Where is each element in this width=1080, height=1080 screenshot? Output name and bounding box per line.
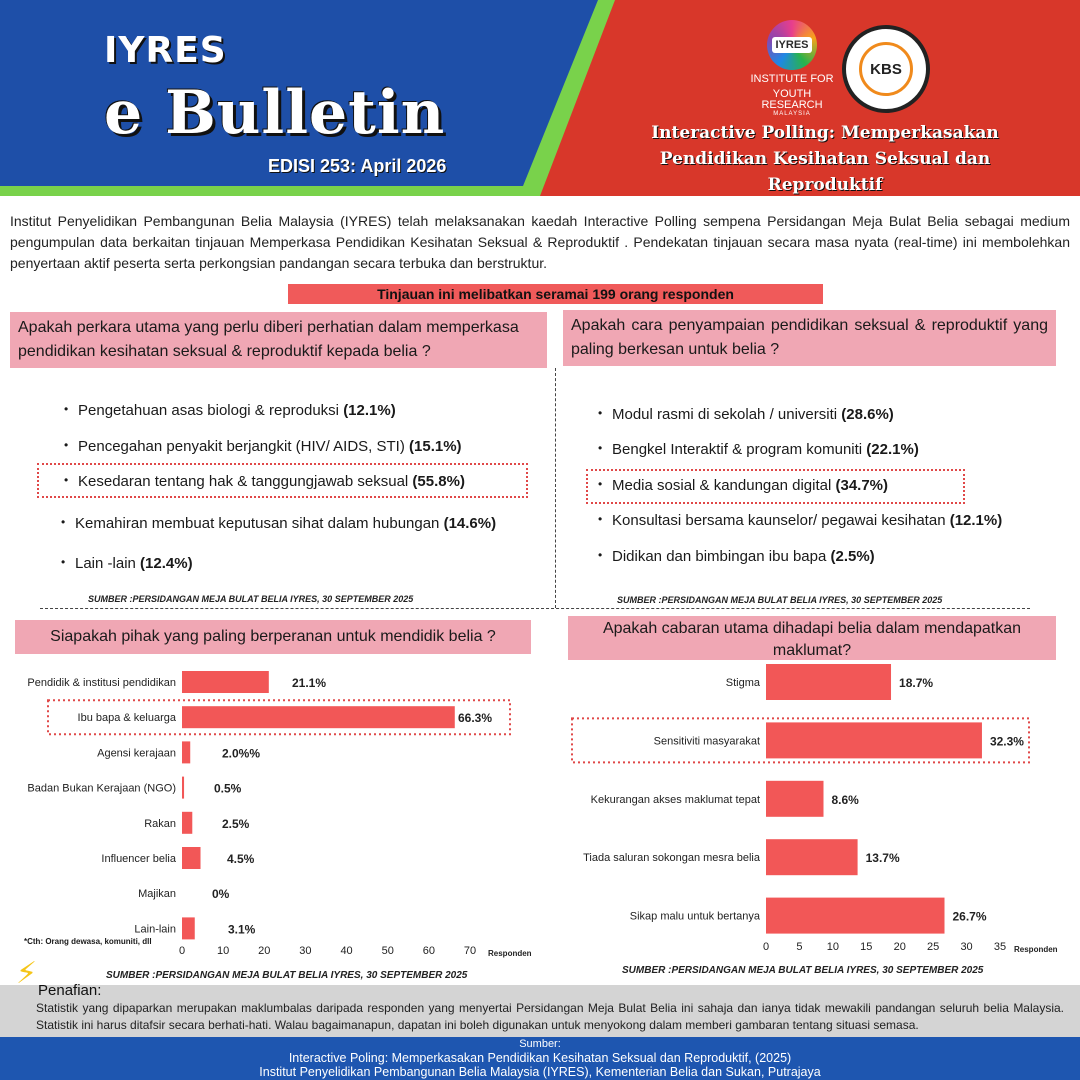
list-item: • Lain -lain (12.4%): [75, 555, 193, 572]
category-label: Agensi kerajaan: [97, 747, 176, 760]
data-label: 32.3%: [989, 734, 1024, 749]
tick-label: 60: [422, 945, 435, 957]
data-label: 4.5%: [227, 852, 255, 866]
q1-source: SUMBER :PERSIDANGAN MEJA BULAT BELIA IYRES, 30 SEPTEMBER 2025: [88, 594, 414, 604]
tick-label: 30: [299, 945, 312, 957]
footer: [0, 1037, 1080, 1080]
list-item: • Kesedaran tentang hak & tanggungjawab seksual (55.8%): [78, 473, 465, 490]
bar: [766, 898, 945, 934]
bar: [182, 671, 269, 693]
category-label: Ibu bapa & keluarga: [77, 712, 176, 725]
kbs-logo-text: KBS: [859, 42, 913, 96]
list-item: • Pengetahuan asas biologi & reproduksi (12.1%): [78, 402, 396, 419]
list-item: • Media sosial & kandungan digital (34.7%): [612, 477, 888, 494]
kbs-logo: [842, 25, 930, 113]
bar: [182, 917, 195, 939]
horizontal-divider: [40, 608, 1030, 609]
list-item: • Bengkel Interaktif & program komuniti (22.1%): [612, 441, 919, 458]
bar: [766, 839, 858, 875]
question-4: Apakah cabaran utama dihadapi belia dalam mendapatkan maklumat?: [568, 616, 1056, 660]
q1-highlight-box: [37, 463, 528, 498]
tick-label: 10: [217, 945, 230, 957]
intro-paragraph: Institut Penyelidikan Pembangunan Belia Malaysia (IYRES) telah melaksanakan kaedah Interactive Polling sempena Persidangan Meja Bulat Belia sebagai medium pengumpulan data berkaitan tinjauan Memperkasa Pendidikan Kesihatan Seksual & Reproduktif . Pendekatan tinjauan secara masa nyata (real-time) ini membolehkan penyertaan aktif peserta serta perkongsian pandangan secara terbuka dan berstruktur.: [10, 213, 1070, 271]
tick-label: 35: [993, 941, 1007, 953]
question-1: Apakah perkara utama yang perlu diberi perhatian dalam memperkasa pendidikan kesihatan seksual & reproduktif kepada belia ?: [10, 312, 547, 368]
footer-line2: Institut Penyelidikan Pembangunan Belia Malaysia (IYRES), Kementerian Belia dan Sukan, Putrajaya: [259, 1065, 821, 1079]
edition-label: EDISI 253: April 2026: [268, 156, 447, 176]
page-title: Interactive Polling: Memperkasakan Pendidikan Kesihatan Seksual dan Reproduktif: [651, 123, 999, 195]
vertical-divider: [555, 368, 556, 608]
data-label: 0.5%: [214, 781, 242, 796]
category-label: Tiada saluran sokongan mesra belia: [583, 852, 760, 865]
list-item: • Didikan dan bimbingan ibu bapa (2.5%): [612, 548, 875, 565]
tick-label: 5: [796, 941, 803, 953]
tick-label: 0: [762, 941, 770, 953]
bar: [182, 812, 192, 834]
tick-label: 50: [381, 945, 394, 957]
tick-label: 25: [927, 941, 940, 953]
chart-1: [0, 660, 555, 960]
brand-line1: IYRES: [104, 30, 227, 71]
data-label: 66.3%: [458, 711, 493, 726]
category-label: Sensitiviti masyarakat: [653, 735, 760, 748]
list-item: • Pencegahan penyakit berjangkit (HIV/ AIDS, STI) (15.1%): [78, 438, 462, 455]
question-3: Siapakah pihak yang paling berperanan untuk mendidik belia ?: [15, 620, 531, 654]
tick-label: 70: [463, 945, 477, 957]
data-label: 21.1%: [292, 676, 327, 690]
tick-label: 0: [178, 945, 186, 957]
bar: [766, 722, 982, 758]
tick-label: 30: [960, 941, 973, 953]
axis-label: Responden: [488, 949, 532, 958]
brand-line2: e Bulletin: [104, 78, 446, 148]
tick-label: 10: [826, 941, 839, 953]
tick-label: 15: [860, 941, 873, 953]
category-label: Influencer belia: [101, 853, 176, 865]
data-label: 3.1%: [228, 922, 256, 937]
bar: [182, 706, 455, 728]
iyres-logo-ring-icon: IYRES: [767, 20, 817, 70]
list-item: • Kemahiran membuat keputusan sihat dalam hubungan (14.6%): [75, 515, 496, 532]
data-label: 8.6%: [831, 792, 859, 807]
data-label: 18.7%: [899, 676, 934, 690]
category-label: Badan Bukan Kerajaan (NGO): [27, 782, 176, 795]
bar: [182, 777, 184, 799]
data-label: 0%: [212, 887, 230, 902]
question-2: Apakah cara penyampaian pendidikan seksual & reproduktif yang paling berkesan untuk belia ?: [563, 310, 1056, 366]
category-label: Majikan: [138, 888, 176, 901]
q4-source: SUMBER :PERSIDANGAN MEJA BULAT BELIA IYRES, 30 SEPTEMBER 2025: [622, 965, 984, 976]
bar: [766, 781, 823, 817]
list-item: • Konsultasi bersama kaunselor/ pegawai kesihatan (12.1%): [612, 512, 1002, 529]
data-label: 26.7%: [952, 909, 987, 924]
tick-label: 40: [340, 945, 353, 957]
category-label: Sikap malu untuk bertanya: [629, 910, 760, 923]
chart-2: [555, 660, 1080, 960]
category-label: Lain-lain: [134, 923, 176, 936]
tick-label: 20: [893, 941, 906, 953]
chart-1-footnote: *Cth: Orang dewasa, komuniti, dll: [24, 937, 152, 946]
tick-label: 20: [258, 945, 271, 957]
bar: [182, 847, 201, 869]
data-label: 2.0%%: [222, 746, 261, 761]
bar: [766, 664, 891, 700]
category-label: Stigma: [725, 677, 760, 689]
data-label: 2.5%: [222, 816, 250, 831]
disclaimer-text: Statistik yang dipaparkan merupakan maklumbalas daripada responden yang menyertai Persidangan Meja Bulat Belia ini sahaja dan ianya tidak mewakili pandangan seluruh belia Malaysia. Statistik ini harus ditafsir secara berhati-hati. Walau bagaimanapun, dapatan ini boleh digunakan untuk menyokong dalam memberi gambaran tentang situasi semasa.: [36, 1001, 1064, 1032]
lightning-icon: ⚡: [16, 957, 38, 990]
axis-label: Responden: [1014, 945, 1058, 954]
chart-1-svg: [0, 660, 555, 960]
category-label: Rakan: [144, 817, 176, 830]
category-label: Pendidik & institusi pendidikan: [27, 677, 176, 689]
chart-2-svg: [555, 660, 1080, 960]
disclaimer-title: Penafian:: [38, 982, 102, 999]
q3-source: SUMBER :PERSIDANGAN MEJA BULAT BELIA IYRES, 30 SEPTEMBER 2025: [106, 970, 468, 981]
q2-highlight-box: [586, 469, 965, 504]
header-banner: [0, 0, 1080, 196]
data-label: 13.7%: [865, 851, 900, 866]
q2-source: SUMBER :PERSIDANGAN MEJA BULAT BELIA IYRES, 30 SEPTEMBER 2025: [617, 595, 943, 605]
bar: [182, 741, 190, 763]
respondent-banner: Tinjauan ini melibatkan seramai 199 orang responden: [288, 284, 823, 304]
list-item: • Modul rasmi di sekolah / universiti (28.6%): [612, 406, 894, 423]
iyres-logo: IYRES INSTITUTE FOR YOUTH RESEARCH MALAYSIA: [742, 20, 842, 117]
footer-label: Sumber:: [519, 1038, 561, 1050]
category-label: Kekurangan akses maklumat tepat: [590, 793, 760, 806]
footer-line1: Interactive Poling: Memperkasakan Pendidikan Kesihatan Seksual dan Reproduktif, (2025): [288, 1051, 792, 1065]
